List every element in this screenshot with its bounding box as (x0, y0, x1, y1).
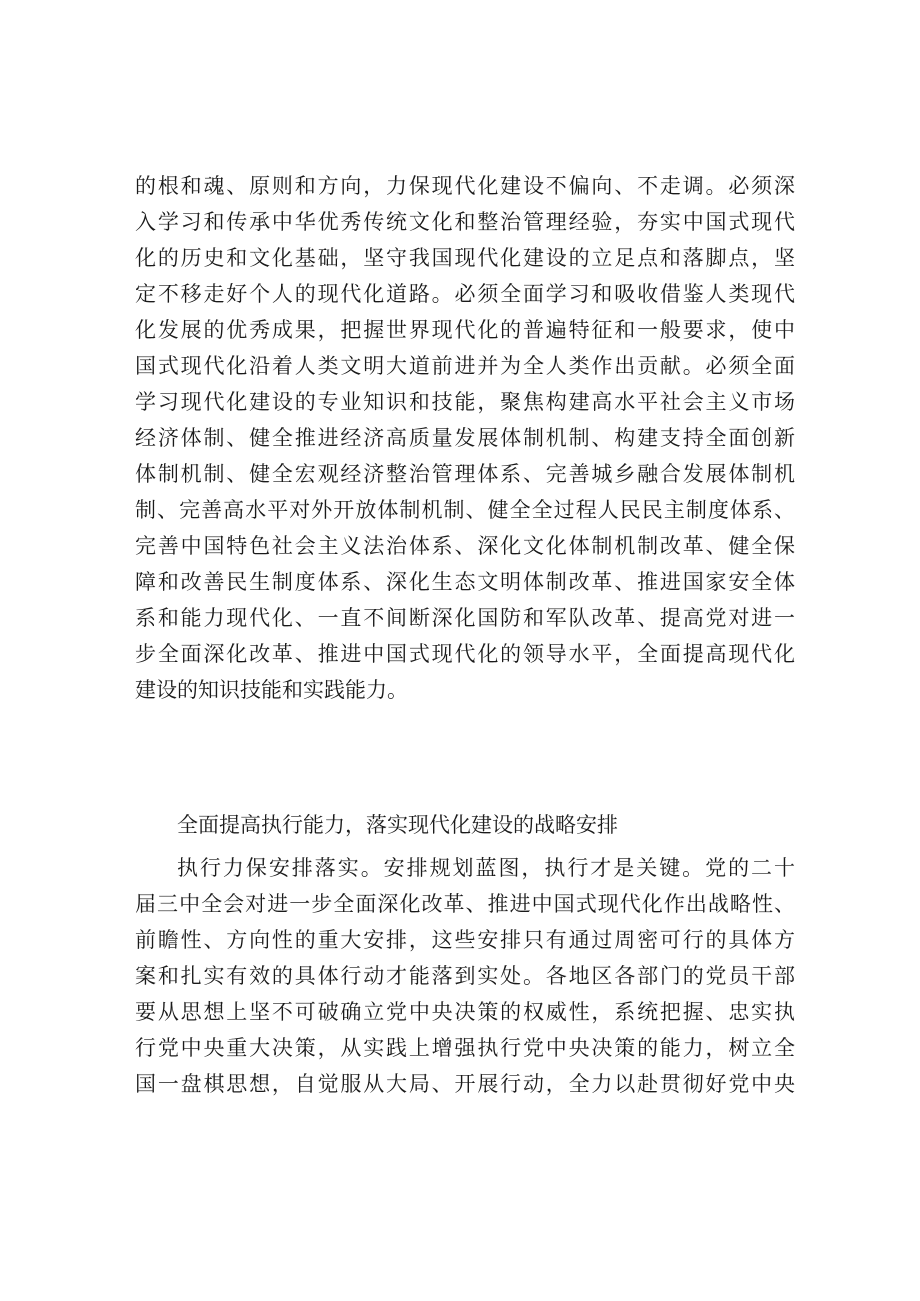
section-heading-block (135, 807, 795, 843)
paragraph-line: 化发展的优秀成果，把握世界现代化的普遍特征和一般要求，使中 (135, 318, 795, 342)
paragraph-continued (135, 168, 795, 708)
paragraph-line: 经济体制、健全推进经济高质量发展体制机制、构建支持全面创新 (135, 426, 795, 450)
section-heading: 全面提高执行能力，落实现代化建设的战略安排 (177, 813, 618, 837)
paragraph-line: 行党中央重大决策，从实践上增强执行党中央决策的能力，树立全 (135, 1036, 795, 1060)
paragraph-line: 定不移走好个人的现代化道路。必须全面学习和吸收借鉴人类现代 (135, 282, 795, 306)
paragraph-line: 建设的知识技能和实践能力。 (135, 678, 408, 702)
paragraph-line: 案和扎实有效的具体行动才能落到实处。各地区各部门的党员干部 (135, 964, 795, 988)
paragraph-line: 执行力保安排落实。安排规划蓝图，执行才是关键。党的二十 (177, 856, 795, 880)
paragraph-line: 系和能力现代化、一直不间断深化国防和军队改革、提高党对进一 (135, 606, 795, 630)
paragraph-line: 制、完善高水平对外开放体制机制、健全全过程人民民主制度体系、 (135, 498, 795, 522)
paragraph-line: 国一盘棋思想，自觉服从大局、开展行动，全力以赴贯彻好党中央 (135, 1072, 795, 1096)
paragraph-line: 要从思想上坚不可破确立党中央决策的权威性，系统把握、忠实执 (135, 1000, 795, 1024)
paragraph-line: 化的历史和文化基础，坚守我国现代化建设的立足点和落脚点，坚 (135, 246, 795, 270)
paragraph-line: 体制机制、健全宏观经济整治管理体系、完善城乡融合发展体制机 (135, 462, 795, 486)
paragraph-line: 国式现代化沿着人类文明大道前进并为全人类作出贡献。必须全面 (135, 354, 795, 378)
paragraph-line: 学习现代化建设的专业知识和技能，聚焦构建高水平社会主义市场 (135, 390, 795, 414)
paragraph-line: 障和改善民生制度体系、深化生态文明体制改革、推进国家安全体 (135, 570, 795, 594)
paragraph-line: 步全面深化改革、推进中国式现代化的领导水平，全面提高现代化 (135, 642, 795, 666)
paragraph (135, 850, 795, 1102)
paragraph-line: 前瞻性、方向性的重大安排，这些安排只有通过周密可行的具体方 (135, 928, 795, 952)
paragraph-line: 入学习和传承中华优秀传统文化和整治管理经验，夯实中国式现代 (135, 210, 795, 234)
paragraph-line: 完善中国特色社会主义法治体系、深化文化体制机制改革、健全保 (135, 534, 795, 558)
paragraph-line: 届三中全会对进一步全面深化改革、推进中国式现代化作出战略性、 (135, 892, 795, 916)
paragraph-line: 的根和魂、原则和方向，力保现代化建设不偏向、不走调。必须深 (135, 174, 795, 198)
